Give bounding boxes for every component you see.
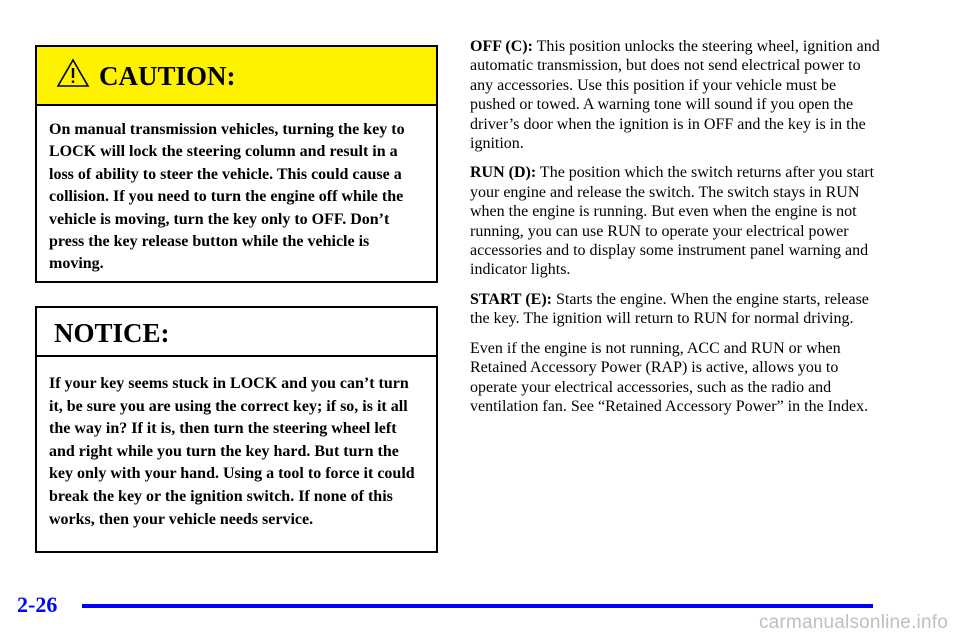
- position-start-term: START (E):: [470, 290, 552, 308]
- position-start-paragraph: [470, 290, 880, 329]
- notice-header: [37, 308, 436, 357]
- position-run-paragraph: [470, 163, 880, 279]
- caution-box: [35, 45, 438, 283]
- closing-paragraph: Even if the engine is not running, ACC and RUN or when Retained Accessory Power (RAP) is active, allows you to operate your electrical accessories, such as the radio and ventilation fan. See “Retained Accessory Power” in the Index.: [470, 339, 869, 415]
- position-start-text: Starts the engine. When the engine starts, release the key. The ignition will return to RUN for normal driving.: [470, 290, 869, 328]
- position-off-paragraph: [470, 37, 880, 153]
- watermark: carmanualsonline.info: [758, 612, 948, 633]
- page-number: 2-26: [17, 592, 58, 617]
- caution-text: On manual transmission vehicles, turning the key to LOCK will lock the steering column and result in a loss of ability to steer the vehicle. This could cause a collision. If you need to turn the engine off while the vehicle is moving, turn the key only to OFF. Don’t press the key release button while the vehicle is moving.: [49, 121, 405, 273]
- caution-header: [37, 47, 436, 106]
- ignition-positions-column: [470, 37, 880, 426]
- notice-box: [35, 306, 438, 553]
- notice-title: NOTICE:: [54, 318, 170, 348]
- position-run-text: The position which the switch returns after you start your engine and release the switch. The switch stays in RUN when the engine is running. But even when the engine is not running, you can use RUN to operate your electrical power accessories and to display some instrument panel warning and indicator lights.: [470, 164, 875, 279]
- position-off-text: This position unlocks the steering wheel, ignition and automatic transmission, but does not send electrical power to any accessories. Use this position if your vehicle must be pushed or towed. A warning tone will sound if you open the driver’s door when the ignition is in OFF and the key is in the ignition.: [470, 38, 880, 153]
- warning-triangle-icon: [56, 58, 90, 88]
- caution-title: CAUTION:: [99, 61, 236, 91]
- footer-rule: [82, 604, 873, 608]
- notice-text: If your key seems stuck in LOCK and you can’t turn it, be sure you are using the correct key; if so, is it all the way in? If it is, then turn the steering wheel left and right while you turn the key hard. But turn the key only with your hand. Using a tool to force it could break the key or the ignition switch. If none of this works, then your vehicle needs service.: [49, 375, 415, 528]
- position-run-term: RUN (D):: [470, 164, 537, 182]
- position-off-term: OFF (C):: [470, 38, 533, 55]
